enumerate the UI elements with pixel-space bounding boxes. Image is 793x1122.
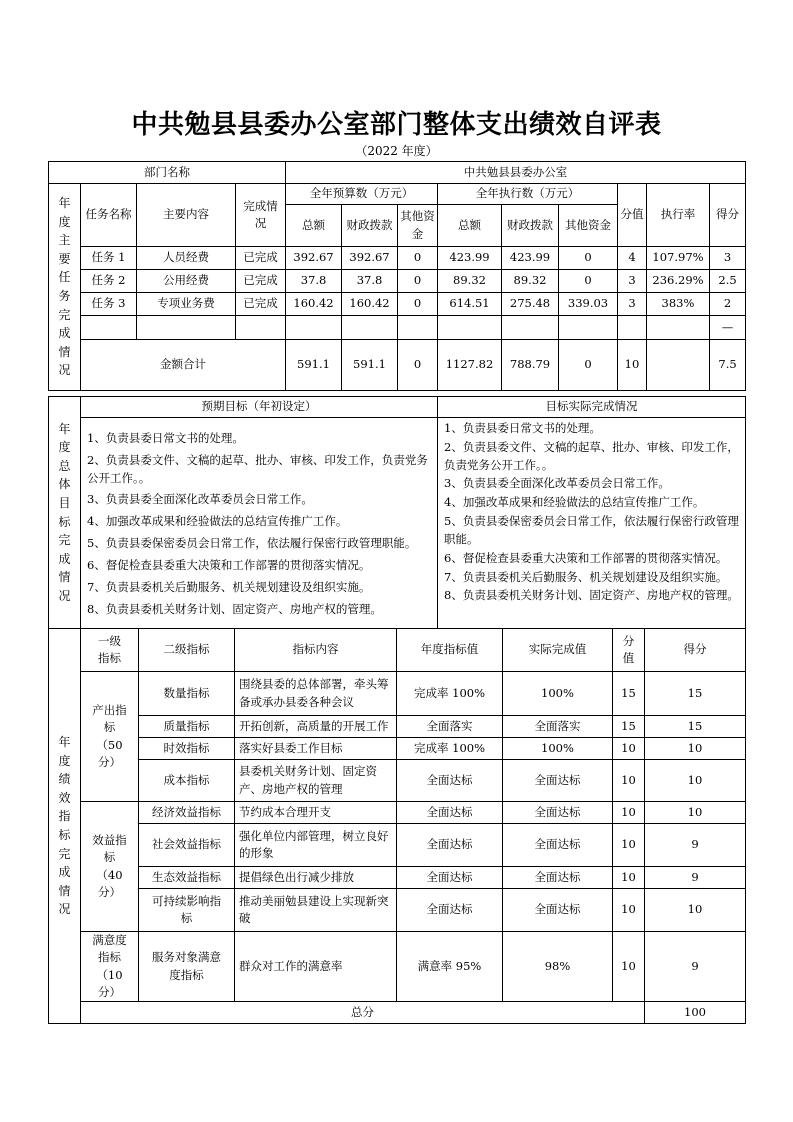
budget-fiscal: 37.8 <box>342 270 398 293</box>
exec-other: 339.03 <box>559 293 618 316</box>
header-exec-fiscal: 财政拨款 <box>502 205 559 247</box>
header-budget-fiscal: 财政拨款 <box>342 205 398 247</box>
grand-total-weight: 100 <box>645 1002 746 1024</box>
indicator-content: 围绕县委的总体部署，牵头筹备或承办县委各种会议 <box>235 672 397 716</box>
level2-label: 数量指标 <box>139 672 235 716</box>
indicator-actual: 全面落实 <box>503 716 613 738</box>
indicator-target: 全面落实 <box>397 716 503 738</box>
list-item: 7、负责县委机关后勤服务、机关规划建设及组织实施。 <box>87 579 371 594</box>
header-exec-total: 总额 <box>438 205 502 247</box>
header-status: 完成情况 <box>236 184 286 247</box>
indicator-target: 全面达标 <box>397 760 503 802</box>
total-exec-fiscal: 788.79 <box>502 340 559 391</box>
page-title: 中共勉县县委办公室部门整体支出绩效自评表 <box>131 110 662 140</box>
table-row <box>49 932 746 1002</box>
total-exec-total: 1127.82 <box>438 340 502 391</box>
list-item: 4、加强改革成果和经验做法的总结宣传推广工作。 <box>87 514 348 529</box>
exec-fiscal: 275.48 <box>502 293 559 316</box>
list-item: 4、加强改革成果和经验做法的总结宣传推广工作。 <box>444 495 705 510</box>
indicator-score: 9 <box>645 932 746 1002</box>
indicator-target: 完成率 100% <box>397 738 503 760</box>
list-item: 6、督促检查县委重大决策和工作部署的贯彻落实情况。 <box>87 557 371 572</box>
exec-total: 89.32 <box>438 270 502 293</box>
list-item: 1、负责县委日常文书的处理。 <box>444 421 601 435</box>
header-score: 得分 <box>645 629 746 672</box>
level2-label: 社会效益指标 <box>139 824 235 867</box>
budget-other: 0 <box>398 270 438 293</box>
indicator-target: 全面达标 <box>397 802 503 824</box>
level1-satisfaction: 满意度指标（10分） <box>81 932 139 1002</box>
table-row <box>49 760 746 802</box>
list-item: 3、负责县委全面深化改革委员会日常工作。 <box>87 492 313 507</box>
table-row <box>49 867 746 889</box>
header-task-name: 任务名称 <box>81 184 137 247</box>
task-status: 已完成 <box>236 270 286 293</box>
indicator-content: 县委机关财务计划、固定资产、房地产权的管理 <box>235 760 397 802</box>
indicator-weight: 10 <box>613 760 645 802</box>
total-budget-total: 591.1 <box>286 340 342 391</box>
indicator-actual: 全面达标 <box>503 867 613 889</box>
table-row <box>49 802 746 824</box>
indicator-target: 全面达标 <box>397 867 503 889</box>
indicator-weight: 15 <box>613 672 645 716</box>
table-row <box>49 889 746 932</box>
level2-label: 成本指标 <box>139 760 235 802</box>
indicator-content: 开拓创新，高质量的开展工作 <box>235 716 397 738</box>
planned-goals-header: 预期目标（年初设定） <box>81 397 438 418</box>
level2-label: 经济效益指标 <box>139 802 235 824</box>
indicator-score: 10 <box>645 760 746 802</box>
header-target: 年度指标值 <box>397 629 503 672</box>
task-name: 任务 3 <box>81 293 137 316</box>
level2-label: 服务对象满意度指标 <box>139 932 235 1002</box>
budget-other: 0 <box>398 247 438 270</box>
indicator-score: 10 <box>645 802 746 824</box>
indicator-actual: 100% <box>503 738 613 760</box>
grand-total-row <box>49 1002 746 1024</box>
exec-rate: 383% <box>647 293 710 316</box>
total-weight: 10 <box>618 340 647 391</box>
indicator-weight: 10 <box>613 889 645 932</box>
level2-label: 生态效益指标 <box>139 867 235 889</box>
indicator-actual: 全面达标 <box>503 889 613 932</box>
section2-side-label: 年 度 总 体 目 标 完 成 情 况 <box>49 397 81 629</box>
indicator-score: 15 <box>645 716 746 738</box>
level2-label: 可持续影响指标 <box>139 889 235 932</box>
dept-value: 中共勉县县委办公室 <box>286 162 746 184</box>
indicator-content: 群众对工作的满意率 <box>235 932 397 1002</box>
list-item: 6、督促检查县委重大决策和工作部署的贯彻落实情况。 <box>444 550 728 565</box>
indicator-actual: 全面达标 <box>503 824 613 867</box>
indicator-weight: 15 <box>613 716 645 738</box>
table-row <box>49 247 746 270</box>
total-exec-other: 0 <box>559 340 618 391</box>
header-level1: 一级指标 <box>81 629 139 672</box>
level2-label: 质量指标 <box>139 716 235 738</box>
header-content: 指标内容 <box>235 629 397 672</box>
task-name: 任务 1 <box>81 247 137 270</box>
list-item: 1、负责县委日常文书的处理。 <box>87 431 244 445</box>
task-weight: 3 <box>618 270 647 293</box>
task-content: 人员经费 <box>137 247 236 270</box>
indicator-content: 强化单位内部管理，树立良好的形象 <box>235 824 397 867</box>
exec-total: 614.51 <box>438 293 502 316</box>
indicator-actual: 100% <box>503 672 613 716</box>
indicator-score: 9 <box>645 824 746 867</box>
indicator-weight: 10 <box>613 867 645 889</box>
header-level2: 二级指标 <box>139 629 235 672</box>
table-row <box>49 738 746 760</box>
task-table <box>48 161 746 391</box>
header-budget-total: 总额 <box>286 205 342 247</box>
indicator-target: 满意率 95% <box>397 932 503 1002</box>
section1-side-label: 年 度 主 要 任 务 完 成 情 况 <box>49 184 81 391</box>
header-exec-other: 其他资金 <box>559 205 618 247</box>
indicator-weight: 10 <box>613 932 645 1002</box>
indicator-content: 提倡绿色出行减少排放 <box>235 867 397 889</box>
actual-goals-header: 目标实际完成情况 <box>438 397 746 418</box>
indicator-actual: 98% <box>503 932 613 1002</box>
table-row-blank <box>49 316 746 340</box>
task-content: 专项业务费 <box>137 293 236 316</box>
list-item: 5、负责县委保密委员会日常工作，依法履行保密行政管理职能。 <box>444 514 739 546</box>
header-score: 得分 <box>710 184 746 247</box>
header-budget: 全年预算数（万元） <box>286 184 438 205</box>
indicator-weight: 10 <box>613 802 645 824</box>
exec-rate: 107.97% <box>647 247 710 270</box>
indicator-target: 全面达标 <box>397 889 503 932</box>
indicator-table <box>48 628 746 1024</box>
header-exec: 全年执行数（万元） <box>438 184 618 205</box>
task-status: 已完成 <box>236 247 286 270</box>
header-rate: 执行率 <box>647 184 710 247</box>
list-item: 3、负责县委全面深化改革委员会日常工作。 <box>444 476 670 491</box>
indicator-actual: 全面达标 <box>503 760 613 802</box>
indicator-content: 落实好县委工作目标 <box>235 738 397 760</box>
indicator-weight: 10 <box>613 738 645 760</box>
task-score: 2.5 <box>710 270 746 293</box>
table-row <box>49 293 746 316</box>
level1-output: 产出指标（50分） <box>81 672 139 802</box>
indicator-content: 推动美丽勉县建设上实现新突破 <box>235 889 397 932</box>
grand-total-label: 总分 <box>81 1002 645 1024</box>
indicator-actual: 全面达标 <box>503 802 613 824</box>
budget-other: 0 <box>398 293 438 316</box>
planned-goals <box>81 418 438 629</box>
list-item: 2、负责县委文件、文稿的起草、批办、审核、印发工作，负责党务公开工作。。 <box>87 452 428 485</box>
list-item: 8、负责县委机关财务计划、固定资产、房地产权的管理。 <box>444 588 739 603</box>
section3-side-label: 年 度 绩 效 指 标 完 成 情 况 <box>49 629 81 1024</box>
task-score: 2 <box>710 293 746 316</box>
actual-goals <box>438 418 746 629</box>
indicator-target: 完成率 100% <box>397 672 503 716</box>
list-item: 2、负责县委文件、文稿的起草、批办、审核、印发工作，负责党务公开工作。。 <box>444 439 739 472</box>
exec-other: 0 <box>559 247 618 270</box>
table-row <box>49 716 746 738</box>
task-score: 3 <box>710 247 746 270</box>
total-budget-fiscal: 591.1 <box>342 340 398 391</box>
goals-table <box>48 396 746 629</box>
list-item: 8、负责县委机关财务计划、固定资产、房地产权的管理。 <box>87 601 382 616</box>
list-item: 5、负责县委保密委员会日常工作，依法履行保密行政管理职能。 <box>87 536 417 551</box>
exec-total: 423.99 <box>438 247 502 270</box>
total-row <box>49 340 746 391</box>
table-row <box>49 672 746 716</box>
indicator-content: 节约成本合理开支 <box>235 802 397 824</box>
header-main-content: 主要内容 <box>137 184 236 247</box>
task-content: 公用经费 <box>137 270 236 293</box>
exec-fiscal: 423.99 <box>502 247 559 270</box>
task-name: 任务 2 <box>81 270 137 293</box>
budget-fiscal: 392.67 <box>342 247 398 270</box>
exec-fiscal: 89.32 <box>502 270 559 293</box>
header-budget-other: 其他资金 <box>398 205 438 247</box>
table-row <box>49 824 746 867</box>
level2-label: 时效指标 <box>139 738 235 760</box>
task-status: 已完成 <box>236 293 286 316</box>
indicator-target: 全面达标 <box>397 824 503 867</box>
indicator-weight: 10 <box>613 824 645 867</box>
indicator-score: 9 <box>645 867 746 889</box>
header-actual: 实际完成值 <box>503 629 613 672</box>
task-weight: 3 <box>618 293 647 316</box>
total-score: 7.5 <box>710 340 746 391</box>
indicator-score: 10 <box>645 738 746 760</box>
total-budget-other: 0 <box>398 340 438 391</box>
header-weight: 分值 <box>613 629 645 672</box>
exec-other: 0 <box>559 270 618 293</box>
indicator-score: 10 <box>645 889 746 932</box>
total-label: 金额合计 <box>81 340 286 391</box>
task-weight: 4 <box>618 247 647 270</box>
budget-total: 160.42 <box>286 293 342 316</box>
header-weight: 分值 <box>618 184 647 247</box>
list-item: 7、负责县委机关后勤服务、机关规划建设及组织实施。 <box>444 569 728 584</box>
budget-total: 392.67 <box>286 247 342 270</box>
level1-benefit: 效益指标（40分） <box>81 802 139 932</box>
year-label: （2022 年度） <box>355 144 438 158</box>
exec-rate: 236.29% <box>647 270 710 293</box>
budget-fiscal: 160.42 <box>342 293 398 316</box>
budget-total: 37.8 <box>286 270 342 293</box>
dept-label: 部门名称 <box>49 162 286 184</box>
table-row <box>49 270 746 293</box>
indicator-score: 15 <box>645 672 746 716</box>
blank-score: — <box>710 316 746 340</box>
